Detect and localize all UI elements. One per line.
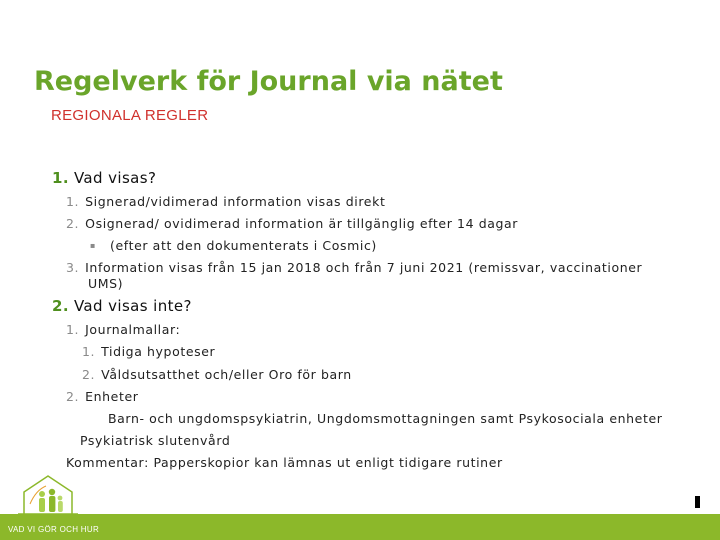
list-number: 2.	[82, 367, 96, 382]
list-text: Journalmallar:	[85, 322, 181, 337]
slide-marker	[695, 496, 700, 508]
section-heading: Vad visas inte?	[73, 297, 192, 315]
comment-text: Kommentar: Papperskopior kan lämnas ut enligt tidigare rutiner	[66, 455, 503, 470]
section-number: 2.	[52, 297, 69, 315]
list-number: 1.	[66, 322, 80, 337]
list-number: 1.	[82, 344, 96, 359]
list-number: 2.	[66, 216, 80, 231]
list-text: Osignerad/ ovidimerad information är tillgänglig efter 14 dagar	[85, 216, 519, 231]
list-text: Tidiga hypoteser	[101, 344, 216, 359]
section-number: 1.	[52, 169, 69, 187]
list-item	[66, 194, 385, 209]
list-item	[82, 367, 352, 382]
section-what-shown	[52, 169, 156, 187]
list-item	[66, 322, 180, 337]
list-number: 2.	[66, 389, 80, 404]
list-text: Information visas från 15 jan 2018 och från 7 juni 2021 (remissvar, vaccinationer	[85, 260, 643, 275]
house-family-logo-icon	[6, 470, 90, 518]
square-bullet-icon: ▪	[90, 241, 97, 250]
section-what-not-shown	[52, 297, 192, 315]
list-item	[90, 238, 377, 253]
list-number: 1.	[66, 194, 80, 209]
list-text: Psykiatrisk slutenvård	[80, 433, 231, 448]
list-text: Våldsutsatthet och/eller Oro för barn	[101, 367, 352, 382]
slide-title: Regelverk för Journal via nätet	[34, 66, 503, 97]
list-text: (efter att den dokumenterats i Cosmic)	[110, 238, 377, 253]
section-heading: Vad visas?	[73, 169, 157, 187]
list-item	[66, 216, 518, 231]
list-item	[66, 260, 642, 275]
list-text-continued: UMS)	[88, 276, 124, 291]
list-item	[82, 344, 215, 359]
list-text: Signerad/vidimerad information visas direkt	[85, 194, 386, 209]
list-number: 3.	[66, 260, 80, 275]
list-text: Enheter	[85, 389, 139, 404]
slide-subtitle: REGIONALA REGLER	[51, 107, 209, 124]
footer-bar	[0, 514, 720, 540]
list-item	[66, 389, 139, 404]
footer-text: VAD VI GÖR OCH HUR	[8, 525, 100, 534]
list-text: Barn- och ungdomspsykiatrin, Ungdomsmottagningen samt Psykosociala enheter	[108, 411, 663, 426]
